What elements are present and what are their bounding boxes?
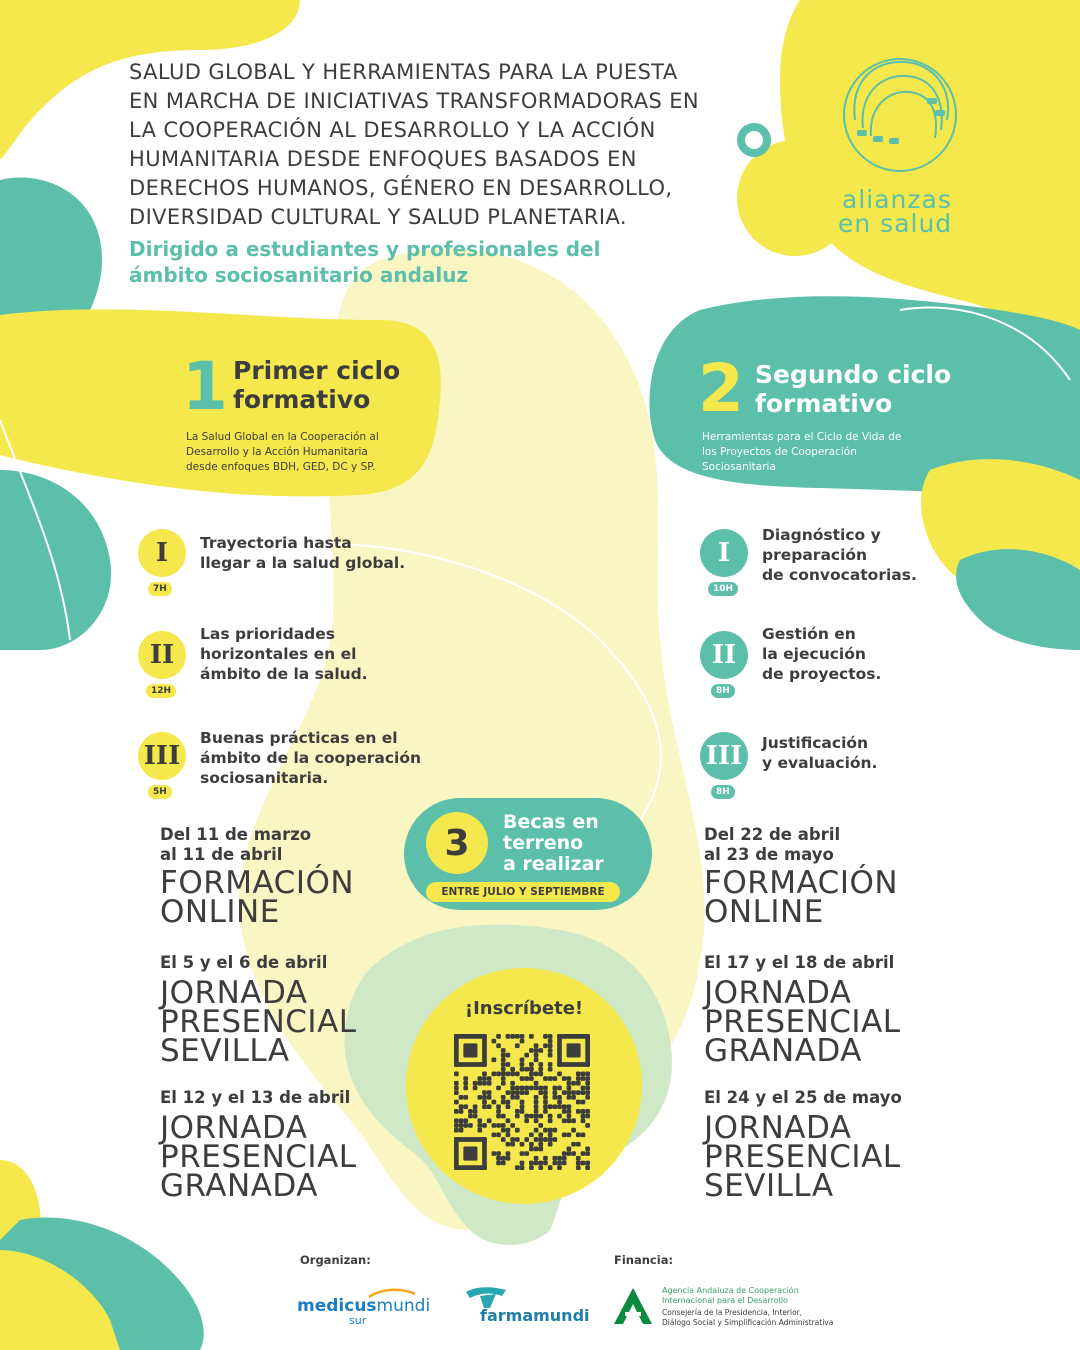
cycle1-module-1 [138,529,406,594]
left-teal-blob-lower [0,470,111,650]
cycle1-desc-line: La Salud Global en la Cooperación al [186,431,379,443]
cycle2-description [702,430,901,475]
module-text-line: sociosanitaria. [200,769,329,787]
junta-a-icon [612,1286,654,1326]
cycle2-desc-line: Herramientas para el Ciclo de Vida de [702,431,902,443]
module-text-line: preparación [762,546,868,564]
cycle2-desc-line: los Proyectos de Cooperación [702,446,857,458]
alianzas-logo [830,50,990,240]
becas-box [404,798,652,910]
cycle1-session-2 [160,953,357,1069]
cycle2-title [755,360,951,418]
cycle2-session-3 [704,1088,902,1204]
session-date: El 24 y el 25 de mayo [704,1088,902,1107]
module-text-line: Diagnóstico y [762,526,881,544]
cycle1-description [186,430,379,475]
mundi-word: mundi [376,1296,431,1316]
logo-line1: alianzas [842,185,952,214]
session-label: JORNADA [160,975,308,1011]
title-line: EN MARCHA DE INICIATIVAS TRANSFORMADORAS EN [129,89,700,113]
consejeria-line: Diálogo Social y Simplificación Administrativa [662,1318,834,1327]
session-label: JORNADA [160,1110,308,1146]
farmamundi-logo [462,1284,590,1328]
cycle2-number: 2 [698,350,744,427]
module-text-line: la ejecución [762,645,866,663]
subtitle-line: Dirigido a estudiantes y profesionales del [129,237,601,261]
module-numeral: II [700,631,748,679]
hours-badge: 8H [711,785,735,799]
title-line: DERECHOS HUMANOS, GÉNERO EN DESARROLLO, [129,176,673,200]
qr-code-icon[interactable] [454,1034,590,1170]
session-date: Del 22 de abril [704,825,841,844]
session-label: FORMACIÓN [160,865,355,901]
hours-badge: 12H [146,684,176,698]
module-numeral: I [138,529,186,577]
sur-word: sur [349,1314,367,1327]
module-text [762,624,1022,684]
hands-icon [835,50,965,180]
cycle2-desc-line: Sociosanitaria [702,461,776,473]
cycle2-module-1 [700,526,917,594]
module-text-line: de convocatorias. [762,566,917,584]
session-label: GRANADA [160,1168,318,1204]
logo-line2: en salud [838,209,953,238]
becas-title-line: terreno [503,832,584,854]
consejeria-line: Consejería de la Presidencia, Interior, [662,1308,803,1317]
hours-badge: 5H [148,785,172,799]
module-text [200,624,460,684]
session-label: JORNADA [704,1110,852,1146]
cycle1-session-1 [160,825,355,930]
module-text-line: Gestión en [762,625,856,643]
module-text-line: Buenas prácticas en el [200,729,398,747]
cycle1-title-line: Primer ciclo [233,356,401,385]
session-date: Del 11 de marzo [160,825,312,844]
cycle1-title [233,356,400,414]
cycle1-title-line: formativo [233,385,371,414]
module-text-line: Las prioridades [200,625,336,643]
module-text-line: y evaluación. [762,754,878,772]
register-label: ¡Inscríbete! [464,998,584,1019]
module-text [200,728,460,788]
session-label: PRESENCIAL [160,1139,357,1175]
module-text-line: llegar a la salud global. [200,554,406,572]
becas-title-line: Becas en [503,811,599,833]
arc-icon [367,1288,417,1298]
hours-badge: 7H [148,582,172,596]
becas-title [503,812,604,875]
session-label: PRESENCIAL [160,1004,357,1040]
session-label: JORNADA [704,975,852,1011]
register-circle[interactable] [406,968,642,1204]
title-line: DIVERSIDAD CULTURAL Y SALUD PLANETARIA. [129,205,627,229]
session-label: GRANADA [704,1033,862,1069]
module-numeral: I [700,529,748,577]
session-label: SEVILLA [160,1033,290,1069]
subtitle [129,236,689,288]
cycle1-module-3 [138,729,422,797]
title-line: SALUD GLOBAL Y HERRAMIENTAS PARA LA PUESTA [129,60,678,84]
session-date: El 17 y el 18 de abril [704,953,895,972]
cycle1-number: 1 [182,348,228,425]
module-text [762,525,1022,585]
module-text [762,733,1022,773]
medicus-word: medicus [297,1296,377,1316]
cycle2-session-1 [704,825,899,930]
session-label: ONLINE [160,894,280,930]
module-text-line: ámbito de la cooperación [200,749,422,767]
module-text-line: horizontales en el [200,645,357,663]
becas-title-line: a realizar [503,853,604,875]
module-text-line: de proyectos. [762,665,882,683]
cycle1-session-3 [160,1088,357,1204]
cycle2-module-2 [700,625,882,696]
medicus-mundi-logo [297,1296,431,1327]
consejeria-name [662,1308,833,1328]
module-numeral: II [138,631,186,679]
session-date: al 11 de abril [160,845,283,864]
session-label: PRESENCIAL [704,1004,901,1040]
cycle2-module-3 [700,732,878,797]
module-text-line: ámbito de la salud. [200,665,368,683]
financia-label: Financia: [614,1253,674,1267]
becas-period-badge: ENTRE JULIO Y SEPTIEMBRE [426,882,620,902]
session-label: SEVILLA [704,1168,834,1204]
becas-number: 3 [426,812,488,874]
agency-line: Internacional para el Desarrollo [662,1296,788,1305]
cycle2-session-2 [704,953,901,1069]
organizan-label: Organizan: [300,1253,371,1267]
session-label: PRESENCIAL [704,1139,901,1175]
hours-badge: 8H [711,684,735,698]
module-numeral: III [700,732,748,780]
session-date: El 5 y el 6 de abril [160,953,328,972]
title-line: LA COOPERACIÓN AL DESARROLLO Y LA ACCIÓN [129,118,656,142]
cycle1-desc-line: desde enfoques BDH, GED, DC y SP. [186,461,376,473]
junta-andalucia-logo [612,1286,852,1330]
agency-name [662,1286,799,1306]
agency-line: Agencia Andaluza de Cooperación [662,1286,799,1295]
session-date: al 23 de mayo [704,845,834,864]
session-date: El 12 y el 13 de abril [160,1088,351,1107]
title-line: HUMANITARIA DESDE ENFOQUES BASADOS EN [129,147,637,171]
cycle1-module-2 [138,625,368,696]
subtitle-line: ámbito sociosanitario andaluz [129,263,469,287]
module-text [200,533,460,573]
session-label: ONLINE [704,894,824,930]
module-numeral: III [138,732,186,780]
cycle2-title-line: Segundo ciclo [755,360,952,389]
session-label: FORMACIÓN [704,865,899,901]
module-text-line: Trayectoria hasta [200,534,352,552]
hours-badge: 10H [708,582,738,596]
farmamundi-word: farmamundi [480,1306,590,1325]
main-title [129,58,769,232]
cycle2-title-line: formativo [755,389,893,418]
module-text-line: Justificación [762,734,869,752]
cycle1-desc-line: Desarrollo y la Acción Humanitaria [186,446,368,458]
